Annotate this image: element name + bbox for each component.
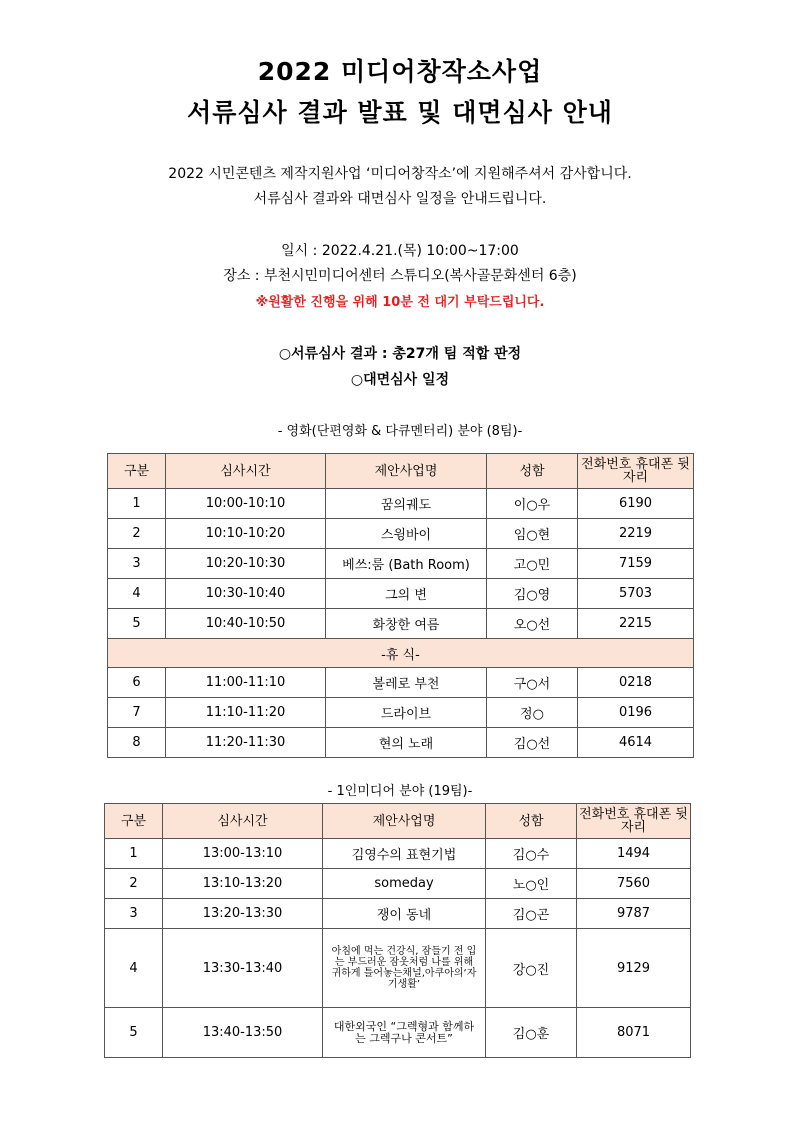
place-line: 장소 : 부천시민미디어센터 스튜디오(복사골문화센터 6층) <box>223 268 577 284</box>
cell-time: 11:10-11:20 <box>166 698 326 728</box>
cell-project: 화창한 여름 <box>326 609 487 639</box>
break-row <box>108 639 694 668</box>
cell-name: 구○서 <box>487 668 578 698</box>
media-schedule-table <box>104 803 691 1058</box>
cell-project: 현의 노래 <box>326 728 487 758</box>
notice-line: ※원활한 진행을 위해 10분 전 대기 부탁드립니다. <box>255 295 545 310</box>
cell-name: 정○ <box>487 698 578 728</box>
table-row <box>108 579 694 609</box>
cell-phone: 7560 <box>577 869 691 899</box>
cell-time: 13:30-13:40 <box>163 929 323 1008</box>
cell-name: 김○수 <box>486 839 577 869</box>
table-header-row <box>105 804 691 839</box>
film-schedule-table <box>107 453 694 758</box>
col-header-phone: 전화번호 휴대폰 뒷자리 <box>577 804 691 839</box>
cell-time: 13:00-13:10 <box>163 839 323 869</box>
cell-no: 1 <box>108 489 166 519</box>
cell-no: 4 <box>108 579 166 609</box>
table-row <box>105 839 691 869</box>
film-section-heading: - 영화(단편영화 & 다큐멘터리) 분야 (8팀)- <box>277 424 523 439</box>
table-row <box>108 609 694 639</box>
cell-name: 임○현 <box>487 519 578 549</box>
cell-time: 10:40-10:50 <box>166 609 326 639</box>
cell-phone: 5703 <box>578 579 694 609</box>
col-header-time: 심사시간 <box>163 804 323 839</box>
col-header-no: 구분 <box>105 804 163 839</box>
title-line-1: 2022 미디어창작소사업 <box>257 57 543 86</box>
table-row <box>108 519 694 549</box>
cell-name: 강○진 <box>486 929 577 1008</box>
break-label: -휴 식- <box>108 639 694 668</box>
cell-name: 김○영 <box>487 579 578 609</box>
cell-phone: 9129 <box>577 929 691 1008</box>
cell-project: 베쓰:룸 (Bath Room) <box>326 549 487 579</box>
col-header-name: 성함 <box>486 804 577 839</box>
cell-no: 3 <box>108 549 166 579</box>
cell-phone: 6190 <box>578 489 694 519</box>
cell-project: 볼레로 부천 <box>326 668 487 698</box>
intro-line-2: 서류심사 결과와 대면심사 일정을 안내드립니다. <box>253 191 547 207</box>
intro-line-1: 2022 시민콘텐츠 제작지원사업 ‘미디어창작소’에 지원해주셔서 감사합니다. <box>168 166 632 182</box>
cell-project: 김영수의 표현기법 <box>323 839 486 869</box>
table-row <box>105 929 691 1008</box>
table-row <box>108 728 694 758</box>
cell-no: 5 <box>105 1008 163 1058</box>
cell-no: 7 <box>108 698 166 728</box>
table-row <box>105 1008 691 1058</box>
cell-name: 오○선 <box>487 609 578 639</box>
cell-project: 드라이브 <box>326 698 487 728</box>
cell-time: 13:40-13:50 <box>163 1008 323 1058</box>
cell-project: 스윙바이 <box>326 519 487 549</box>
cell-name: 이○우 <box>487 489 578 519</box>
cell-phone: 9787 <box>577 899 691 929</box>
cell-phone: 2219 <box>578 519 694 549</box>
cell-project: someday <box>323 869 486 899</box>
table-row <box>108 698 694 728</box>
cell-time: 10:30-10:40 <box>166 579 326 609</box>
cell-no: 3 <box>105 899 163 929</box>
table-row <box>105 899 691 929</box>
cell-phone: 2215 <box>578 609 694 639</box>
cell-project: 쟁이 동네 <box>323 899 486 929</box>
schedule-heading: ○대면심사 일정 <box>350 372 450 388</box>
cell-time: 10:20-10:30 <box>166 549 326 579</box>
col-header-no: 구분 <box>108 454 166 489</box>
cell-name: 김○훈 <box>486 1008 577 1058</box>
col-header-project: 제안사업명 <box>326 454 487 489</box>
table-row <box>108 489 694 519</box>
cell-phone: 1494 <box>577 839 691 869</box>
cell-project: 꿈의궤도 <box>326 489 487 519</box>
table-row <box>105 869 691 899</box>
table-row <box>108 668 694 698</box>
cell-no: 5 <box>108 609 166 639</box>
col-header-name: 성함 <box>487 454 578 489</box>
cell-phone: 8071 <box>577 1008 691 1058</box>
col-header-phone: 전화번호 휴대폰 뒷자리 <box>578 454 694 489</box>
media-section-heading: - 1인미디어 분야 (19팀)- <box>327 784 473 799</box>
cell-no: 1 <box>105 839 163 869</box>
col-header-time: 심사시간 <box>166 454 326 489</box>
cell-no: 6 <box>108 668 166 698</box>
table-row <box>108 549 694 579</box>
cell-no: 2 <box>105 869 163 899</box>
cell-phone: 0218 <box>578 668 694 698</box>
table-header-row <box>108 454 694 489</box>
cell-time: 13:10-13:20 <box>163 869 323 899</box>
cell-time: 10:10-10:20 <box>166 519 326 549</box>
cell-phone: 7159 <box>578 549 694 579</box>
cell-time: 11:00-11:10 <box>166 668 326 698</box>
cell-phone: 4614 <box>578 728 694 758</box>
cell-time: 13:20-13:30 <box>163 899 323 929</box>
date-line: 일시 : 2022.4.21.(목) 10:00~17:00 <box>281 243 519 259</box>
cell-no: 2 <box>108 519 166 549</box>
cell-name: 고○민 <box>487 549 578 579</box>
col-header-project: 제안사업명 <box>323 804 486 839</box>
cell-project: 아침에 먹는 건강식, 잠들기 전 입는 부드러운 잠옷처럼 나를 위해 귀하게 틀어놓는채널,아쿠아의‘자기생활’ <box>323 929 486 1008</box>
cell-project: 그의 변 <box>326 579 487 609</box>
cell-name: 김○곤 <box>486 899 577 929</box>
cell-phone: 0196 <box>578 698 694 728</box>
cell-no: 8 <box>108 728 166 758</box>
cell-name: 김○선 <box>487 728 578 758</box>
cell-no: 4 <box>105 929 163 1008</box>
cell-project: 대한외국인 “그렉형과 함께하는 그렉구나 콘서트” <box>323 1008 486 1058</box>
cell-time: 10:00-10:10 <box>166 489 326 519</box>
result-line: ○서류심사 결과 : 총27개 팀 적합 판정 <box>278 346 522 362</box>
cell-name: 노○인 <box>486 869 577 899</box>
cell-time: 11:20-11:30 <box>166 728 326 758</box>
title-line-2: 서류심사 결과 발표 및 대면심사 안내 <box>187 98 613 127</box>
